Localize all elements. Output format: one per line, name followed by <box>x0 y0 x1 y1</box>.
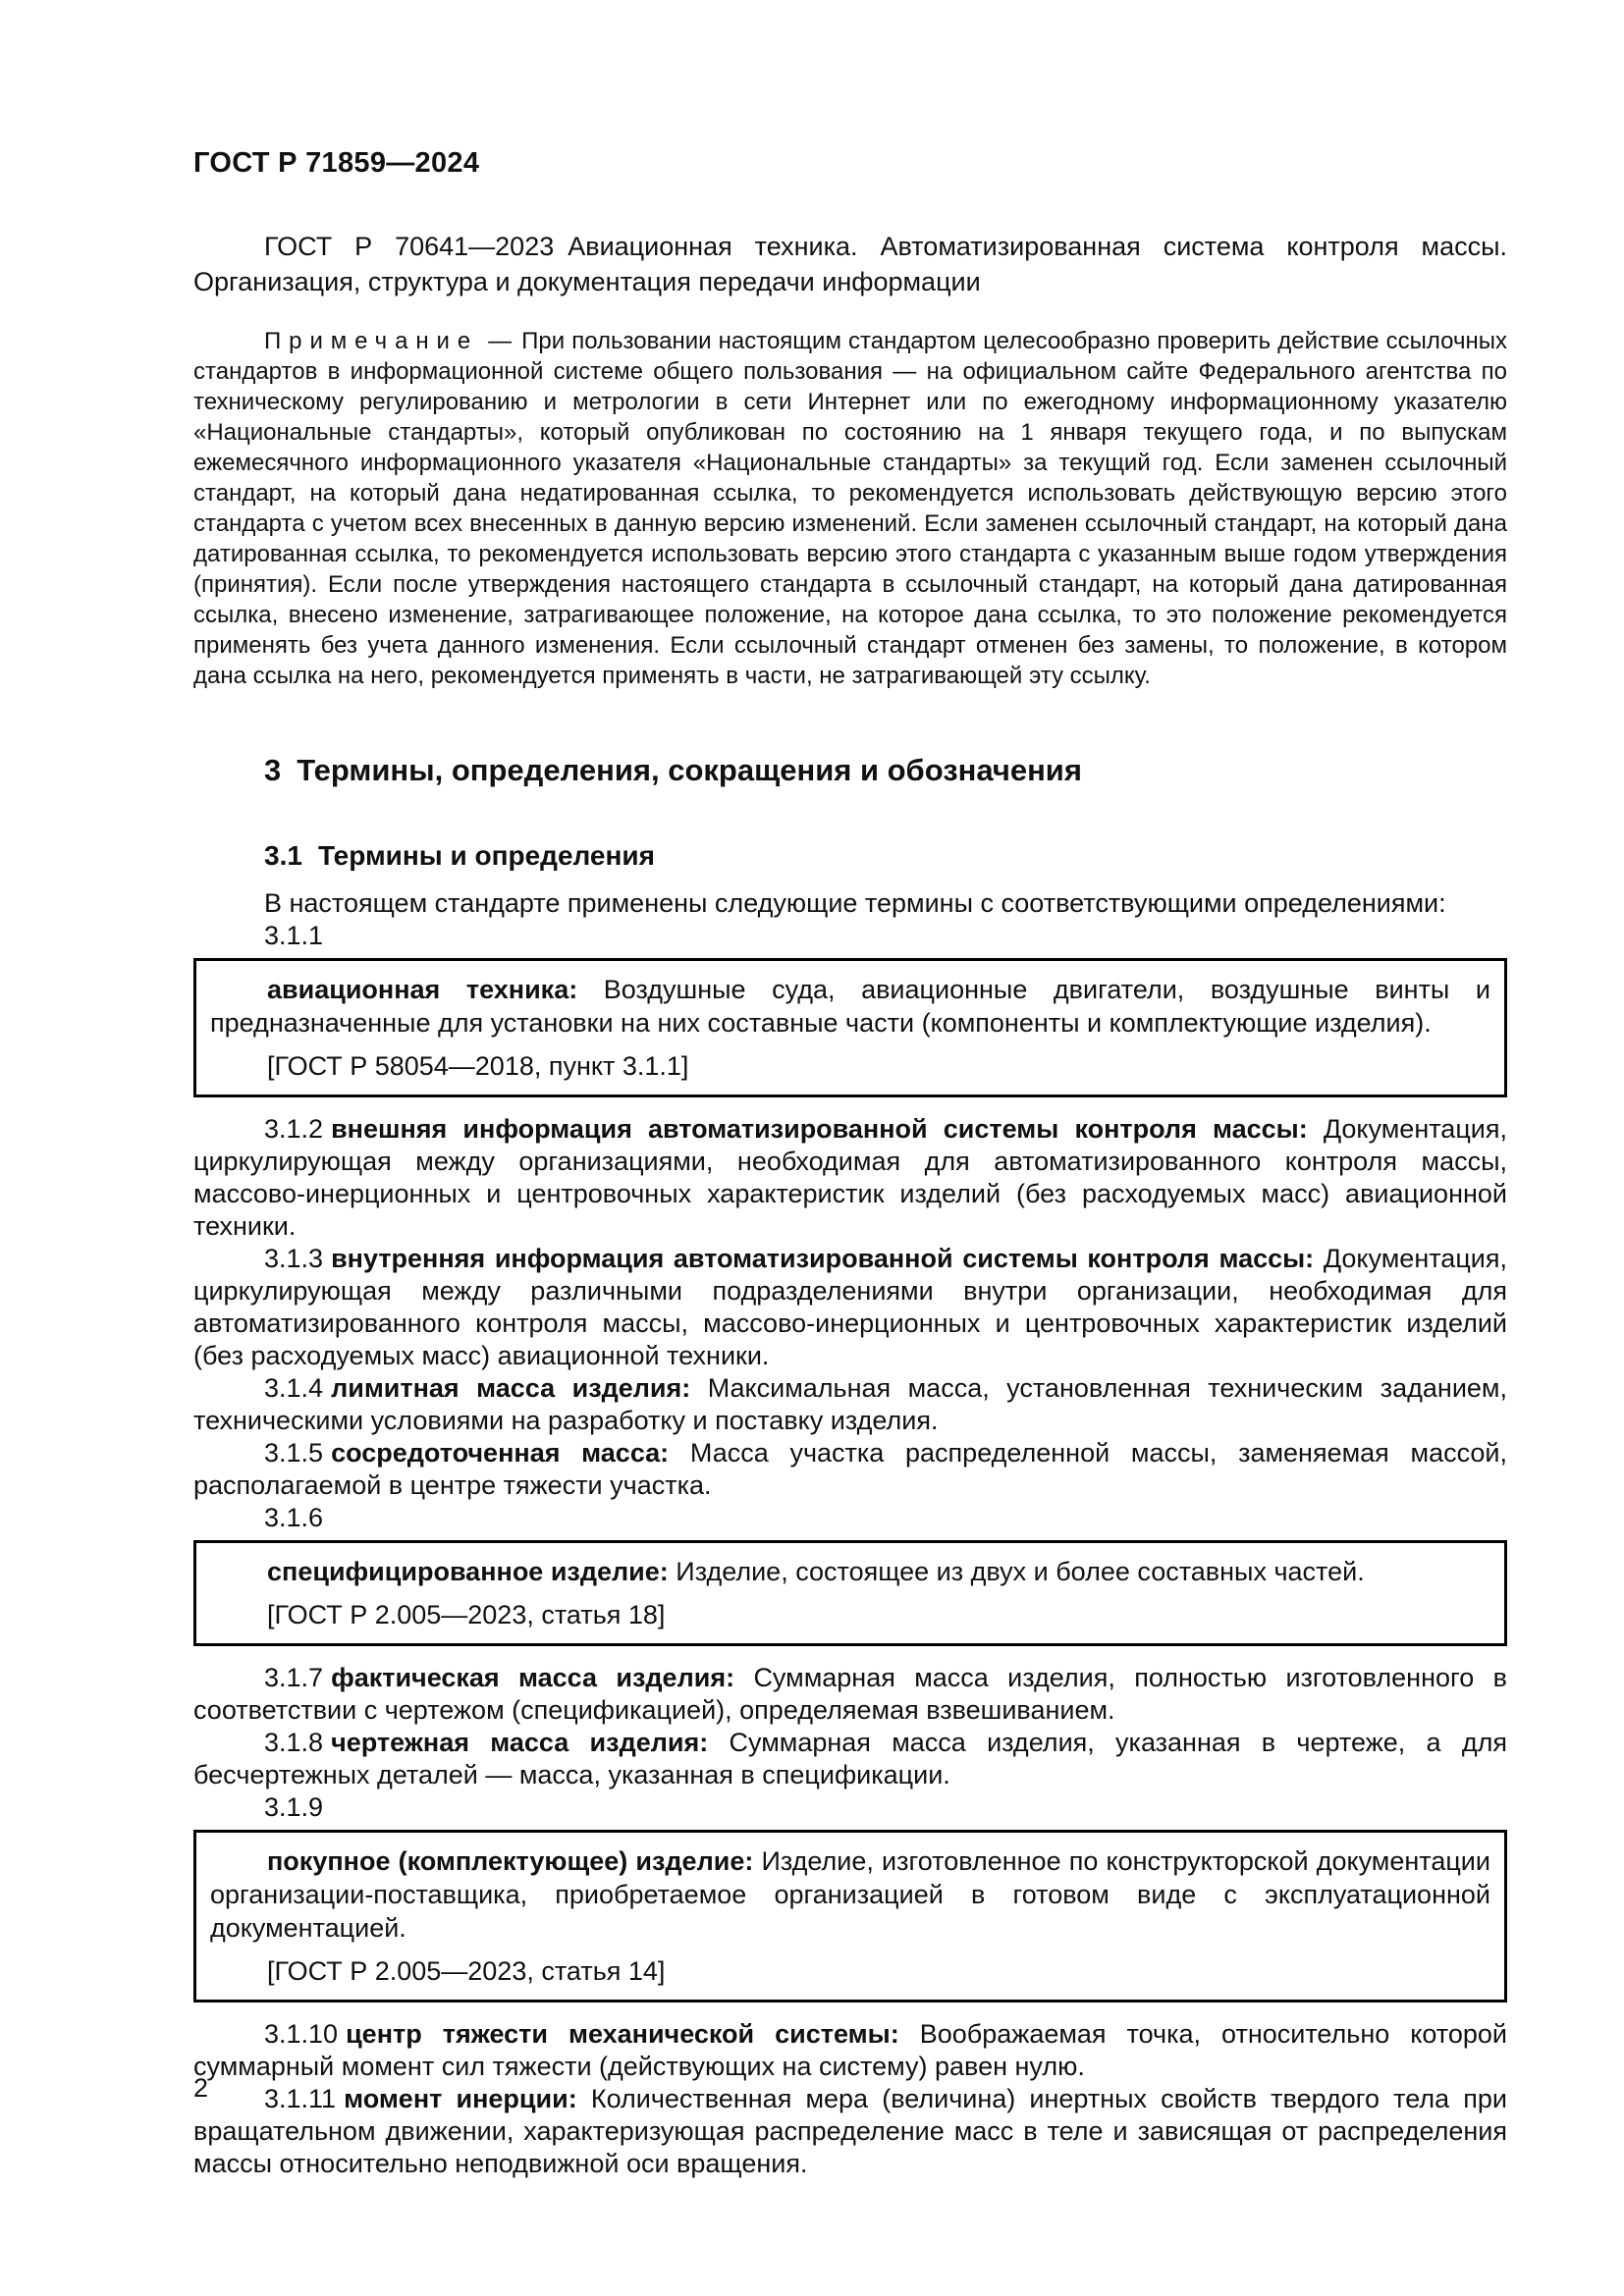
term-definition: Суммарная масса изделия, полностью изготовленного в соответствии с чертежом (спецификацией), определяемая взвешиванием. <box>193 1663 1507 1725</box>
definition-box-3-1-9 <box>193 1830 1507 2002</box>
subsection-heading <box>193 838 1507 874</box>
term-number: 3.1.4 <box>264 1373 324 1403</box>
term-name: чертежная масса изделия: <box>331 1728 709 1757</box>
box-citation: [ГОСТ Р 2.005—2023, статья 14] <box>267 1956 666 1986</box>
term-number-3-1-1: 3.1.1 <box>264 921 324 950</box>
term-paragraph-3-1-2 <box>193 1113 1507 1243</box>
definition-box-3-1-1 <box>193 958 1507 1097</box>
reference-designation: ГОСТ Р 70641—2023 <box>264 232 555 261</box>
box-citation: [ГОСТ Р 2.005—2023, статья 18] <box>267 1600 666 1629</box>
term-name: внешняя информация автоматизированной системы контроля массы: <box>331 1114 1308 1144</box>
intro-paragraph: В настоящем стандарте применены следующие термины с соответствующими определениями: <box>264 888 1446 918</box>
reference-title: Авиационная техника. Автоматизированная система контроля массы. Организация, структура и документация передачи информации <box>193 232 1508 296</box>
term-number-3-1-9: 3.1.9 <box>264 1792 324 1822</box>
doc-header: ГОСТ Р 71859—2024 <box>193 147 480 179</box>
box-definition: Изделие, изготовленное по конструкторской документации организации-поставщика, приобретаемое организацией в готовом виде с эксплуатационной документацией. <box>210 1846 1490 1943</box>
term-name: внутренняя информация автоматизированной системы контроля массы: <box>331 1244 1315 1273</box>
box-citation: [ГОСТ Р 58054—2018, пункт 3.1.1] <box>267 1051 689 1081</box>
term-definition: Документация, циркулирующая между различными подразделениями внутри организации, необходимая для автоматизированного контроля массы, массово-инерционных и центровочных характеристик изделий (без расходуемых масс) авиационной техники. <box>193 1244 1507 1370</box>
subsection-title: Термины и определения <box>317 840 655 871</box>
box-term: авиационная техника: <box>267 975 578 1004</box>
term-number: 3.1.11 <box>264 2084 337 2113</box>
section-title: Термины, определения, сокращения и обозначения <box>297 753 1082 787</box>
term-definition: Масса участка распределенной массы, заменяемая массой, располагаемой в центре тяжести участка. <box>193 1438 1507 1500</box>
term-paragraph-3-1-10 <box>193 2018 1507 2083</box>
box-definition: Изделие, состоящее из двух и более составных частей. <box>676 1557 1365 1586</box>
term-paragraph-3-1-7 <box>193 1662 1507 1727</box>
term-definition: Суммарная масса изделия, указанная в чертеже, а для бесчертежных деталей — масса, указанная в спецификации. <box>193 1728 1507 1789</box>
term-number: 3.1.10 <box>264 2019 339 2049</box>
term-number-3-1-6: 3.1.6 <box>264 1503 324 1532</box>
section-heading <box>193 752 1507 789</box>
box-definition-paragraph <box>210 973 1490 1040</box>
term-name: сосредоточенная масса: <box>331 1438 670 1468</box>
note-body: При пользовании настоящим стандартом целесообразно проверить действие ссылочных стандартов в информационной системе общего пользования — на официальном сайте Федерального агентства по техническому регулированию и метрологии в сети Интернет или по ежегодному информационному указателю «Национальные стандарты», который опубликован по состоянию на 1 января текущего года, и по выпускам ежемесячного информационного указателя «Национальные стандарты» за текущий год. Если заменен ссылочный стандарт, на который дана недатированная ссылка, то рекомендуется использовать действующую версию этого стандарта с учетом всех внесенных в данную версию изменений. Если заменен ссылочный стандарт, на который дана датированная ссылка, то рекомендуется использовать версию этого стандарта с указанным выше годом утверждения (принятия). Если после утверждения настоящего стандарта в ссылочный стандарт, на который дана датированная ссылка, внесено изменение, затрагивающее положение, на которое дана ссылка, то это положение рекомендуется применять без учета данного изменения. Если ссылочный стандарт отменен без замены, то положение, в котором дана ссылка на него, рекомендуется применять в части, не затрагивающей эту ссылку. <box>193 328 1507 689</box>
reference-paragraph <box>193 229 1507 299</box>
box-definition-paragraph <box>210 1844 1490 1945</box>
box-term: специфицированное изделие: <box>267 1557 669 1586</box>
term-definition: Документация, циркулирующая между организациями, необходимая для автоматизированного контроля массы, массово-инерционных и центровочных характеристик изделий (без расходуемых масс) авиационной техники. <box>193 1114 1507 1241</box>
term-paragraph-3-1-5 <box>193 1437 1507 1502</box>
term-name: лимитная масса изделия: <box>331 1373 691 1403</box>
term-number: 3.1.7 <box>264 1663 324 1692</box>
box-definition: Воздушные суда, авиационные двигатели, воздушные винты и предназначенные для установки на них составные части (компоненты и комплектующие изделия). <box>210 975 1490 1038</box>
subsection-number: 3.1 <box>264 840 302 871</box>
term-definition: Максимальная масса, установленная техническим заданием, техническими условиями на разработку и поставку изделия. <box>193 1373 1507 1435</box>
term-number: 3.1.2 <box>264 1114 324 1144</box>
term-number: 3.1.5 <box>264 1438 324 1468</box>
definition-box-3-1-6 <box>193 1540 1507 1646</box>
term-name: фактическая масса изделия: <box>331 1663 735 1692</box>
term-definition: Воображаемая точка, относительно которой суммарный момент сил тяжести (действующих на систему) равен нулю. <box>193 2019 1507 2081</box>
box-term: покупное (комплектующее) изделие: <box>267 1846 754 1876</box>
term-number: 3.1.8 <box>264 1728 324 1757</box>
term-paragraph-3-1-11 <box>193 2083 1507 2180</box>
term-paragraph-3-1-3 <box>193 1243 1507 1372</box>
term-paragraph-3-1-8 <box>193 1727 1507 1791</box>
term-paragraph-3-1-4 <box>193 1372 1507 1437</box>
term-definition: Количественная мера (величина) инертных свойств твердого тела при вращательном движении, характеризующая распределение масс в теле и зависящая от распределения массы относительно неподвижной оси вращения. <box>193 2084 1507 2178</box>
term-number: 3.1.3 <box>264 1244 324 1273</box>
page-number: 2 <box>193 2073 209 2103</box>
term-name: центр тяжести механической системы: <box>346 2019 899 2049</box>
section-number: 3 <box>264 753 282 787</box>
box-definition-paragraph <box>210 1555 1490 1588</box>
term-name: момент инерции: <box>344 2084 577 2113</box>
note-separator: — <box>488 328 513 354</box>
note-paragraph <box>193 326 1507 691</box>
page-content <box>193 147 1507 2180</box>
note-label: Примечание <box>264 328 479 354</box>
